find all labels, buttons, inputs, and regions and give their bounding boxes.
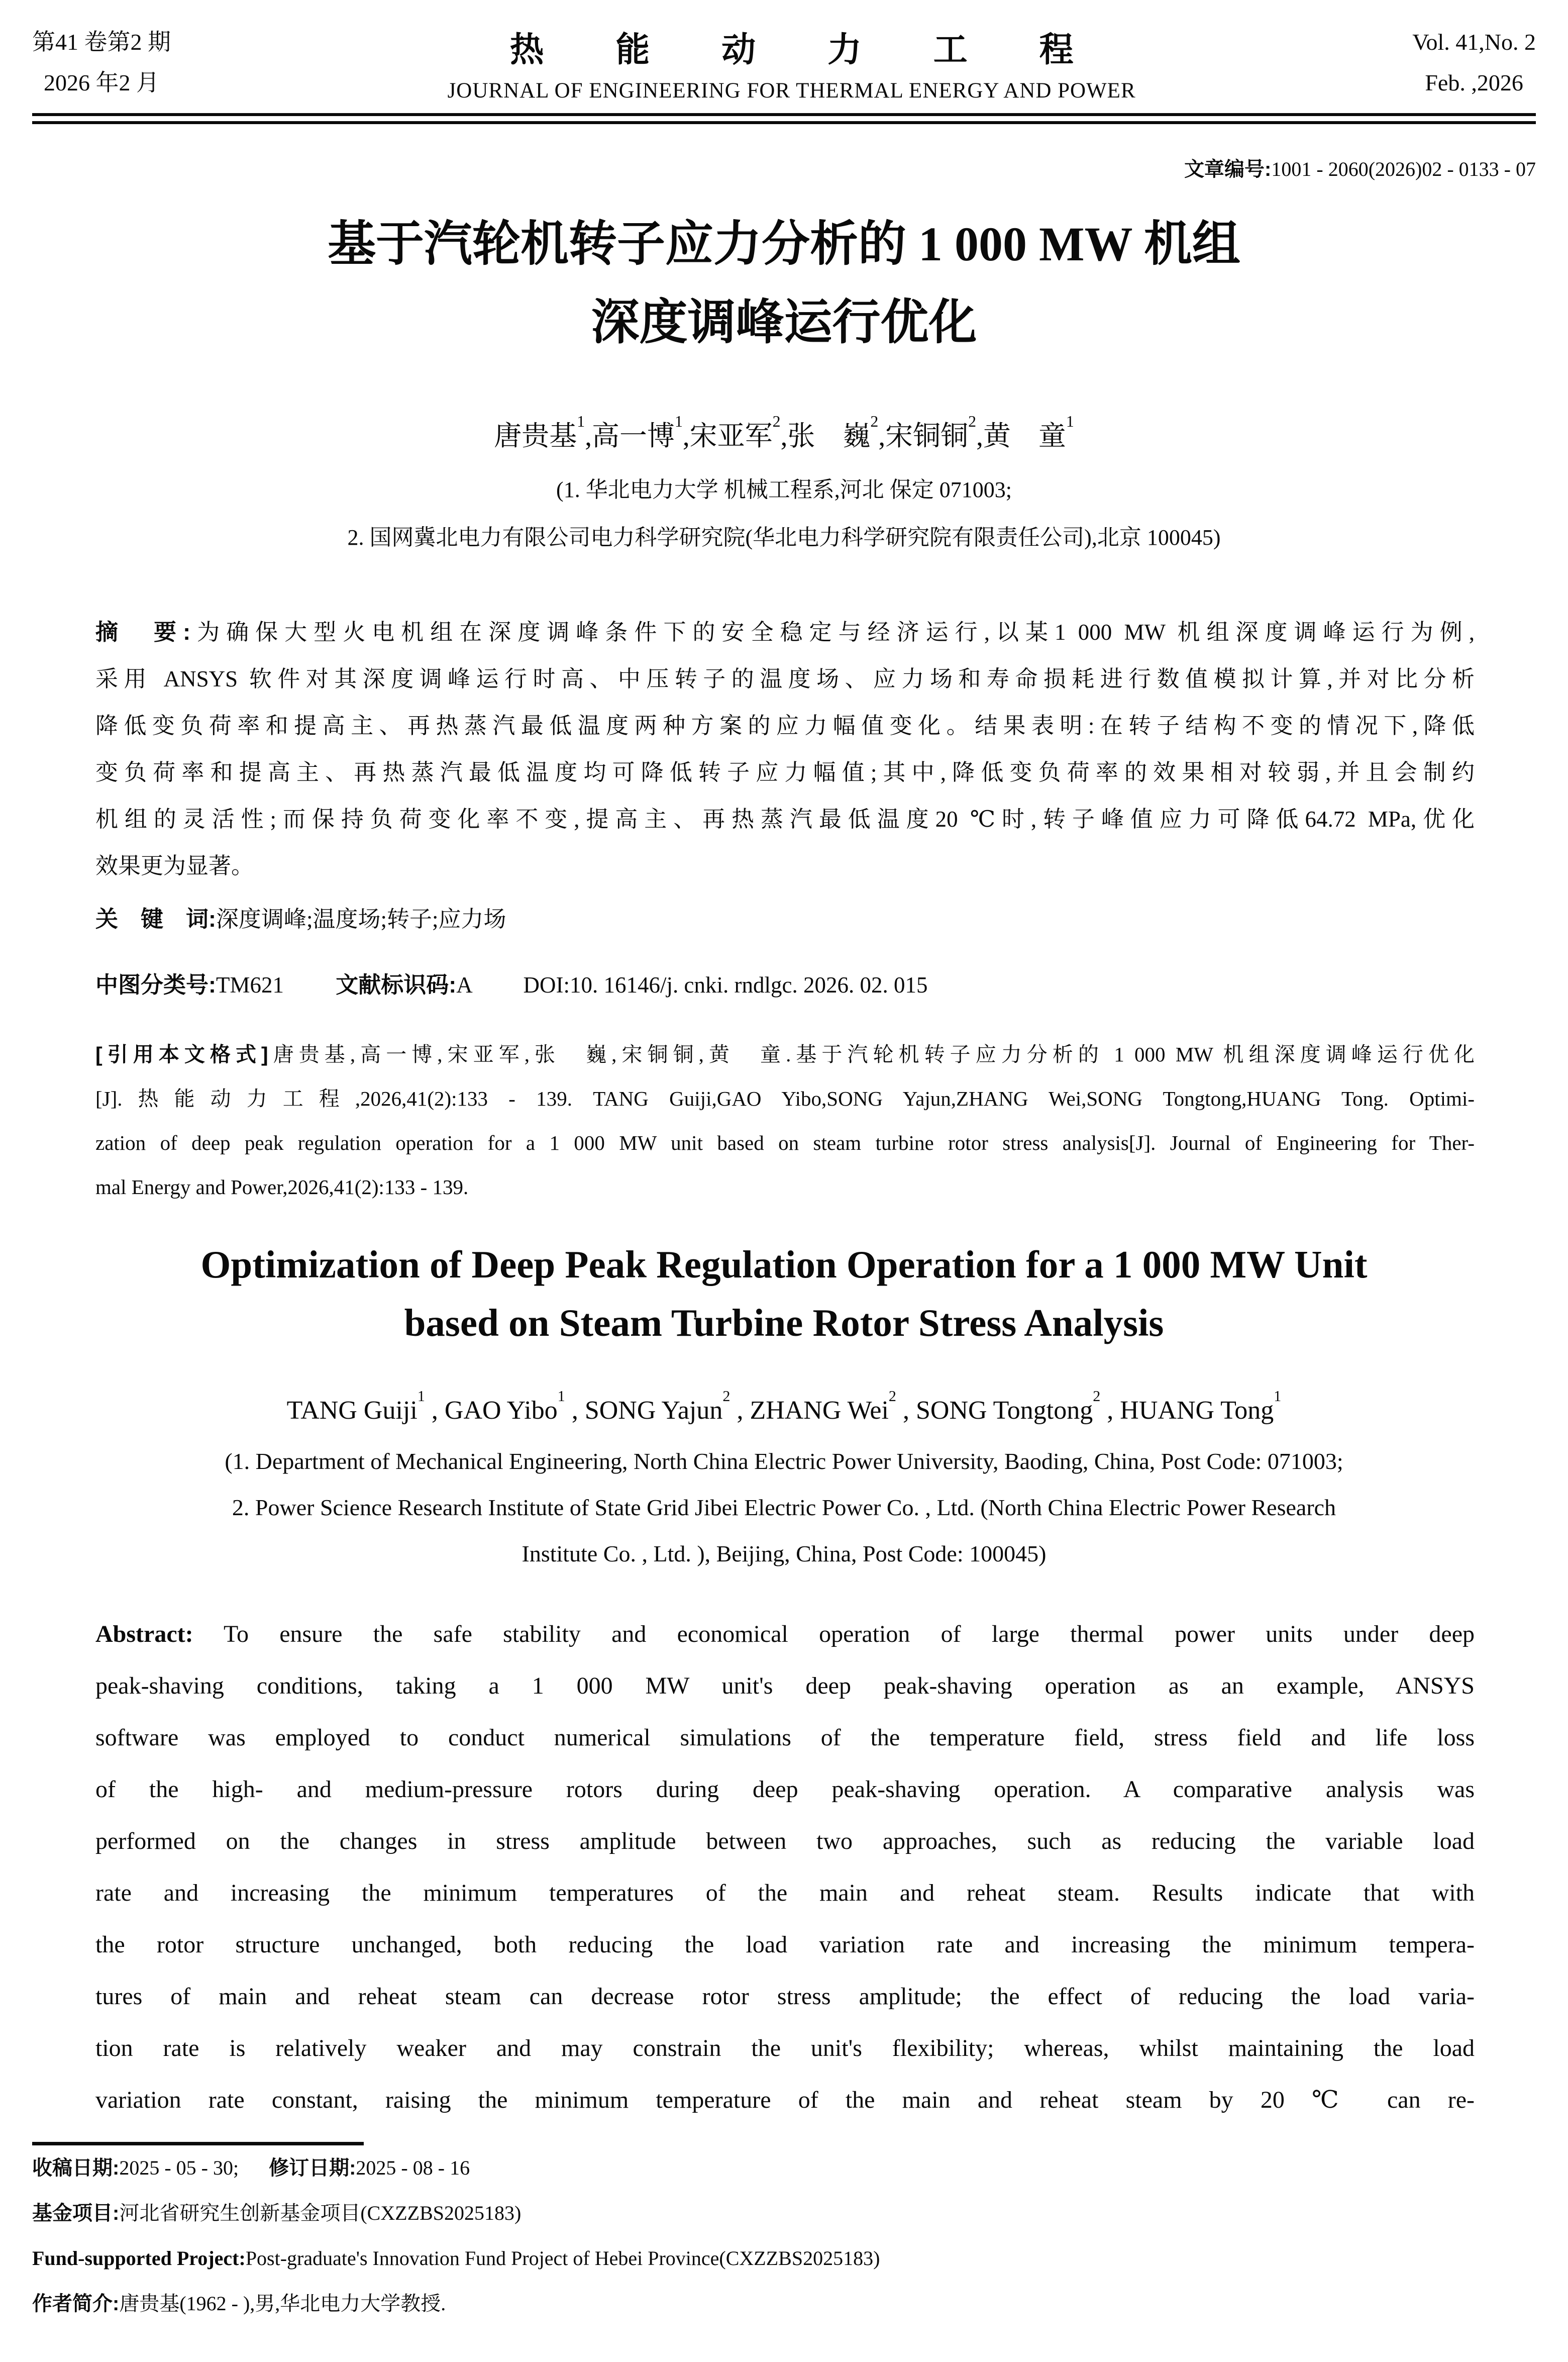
abstract-en-line: variation rate constant, raising the minimum temperature of the main and reheat steam by 20 ℃ can re-: [95, 2086, 1475, 2113]
affiliations-en: [32, 1438, 1536, 1577]
author-cn: 宋亚军$^2$,: [689, 413, 788, 452]
abstract-en: [95, 1608, 1475, 2126]
author-en: SONG Tongtong$^2$ ,: [916, 1387, 1120, 1425]
author-affil-sup: 2: [870, 413, 879, 431]
header-issue-block: [32, 22, 171, 103]
author-en: TANG Guiji$^1$ ,: [286, 1387, 445, 1425]
abstract-en-line: the rotor structure unchanged, both reducing the load variation rate and increasing the minimum tempera-: [95, 1931, 1475, 1958]
author-cn: 张 巍$^2$,: [787, 413, 886, 452]
paper-title-en-line1: Optimization of Deep Peak Regulation Operation for a 1 000 MW Unit: [200, 1243, 1368, 1287]
abstract-en-line: performed on the changes in stress amplitude between two approaches, such as reducing the variable load: [95, 1827, 1475, 1854]
classification-line: [95, 966, 1475, 999]
fund-en-label: Fund-supported Project:: [32, 2247, 246, 2270]
author-cn: 宋铜铜$^2$,: [885, 413, 983, 452]
header-journal-block: [171, 23, 1412, 103]
clc-label: 中图分类号:: [95, 972, 216, 998]
citation-line: zation of deep peak regulation operation for a 1 000 MW unit based on steam turbine rotor stress analysis[J]. Journal of Engineering for Ther-: [95, 1131, 1475, 1155]
fund-cn-label: 基金项目:: [32, 2202, 120, 2224]
doc-code-value: A: [456, 972, 472, 998]
header-volume-block: [1412, 22, 1536, 103]
abstract-cn: [95, 609, 1475, 890]
author-affil-sup: 1: [674, 413, 683, 431]
citation-line: [J].热能动力工程,2026,41(2):133 - 139. TANG Guiji,GAO Yibo,SONG Yajun,ZHANG Wei,SONG Tongtong,HUANG Tong. Optimi-: [95, 1087, 1475, 1111]
fund-cn-value: 河北省研究生创新基金项目(CXZZBS2025183): [119, 2202, 521, 2224]
paper-title-en-line2: based on Steam Turbine Rotor Stress Analysis: [404, 1301, 1164, 1345]
author-cn: 唐贵基$^1$,: [494, 413, 592, 452]
journal-name-cn: 热能动力工程: [509, 30, 1145, 69]
author-affil-sup: 1: [417, 1387, 425, 1405]
article-number-line: [32, 153, 1536, 182]
author-affil-sup: 2: [1093, 1387, 1101, 1405]
abstract-en-line: Abstract: To ensure the safe stability and economical operation of large thermal power units under deep: [95, 1620, 1475, 1647]
received-revised-line: [32, 2145, 1536, 2191]
abstract-cn-line: 采用 ANSYS 软件对其深度调峰运行时高、中压转子的温度场、应力场和寿命损耗进行数值模拟计算,并对比分析: [95, 666, 1475, 692]
affiliation-en-1: (1. Department of Mechanical Engineering, North China Electric Power University, Baoding, China, Post Code: 071003;: [225, 1448, 1343, 1474]
author-affil-sup: 1: [1274, 1387, 1282, 1405]
abstract-en-line: software was employed to conduct numerical simulations of the temperature field, stress field and life loss: [95, 1724, 1475, 1751]
issue-date-cn: 2026 年2 月: [44, 69, 159, 95]
author-en: GAO Yibo$^1$ ,: [444, 1387, 585, 1425]
author-bio-line: [32, 2281, 1536, 2326]
abstract-cn-label: 摘 要:: [95, 619, 191, 645]
paper-title-en: [32, 1235, 1536, 1352]
abstract-en-label: Abstract:: [95, 1620, 193, 1647]
abstract-en-line: tion rate is relatively weaker and may constrain the unit's flexibility; whereas, whilst maintaining the load: [95, 2034, 1475, 2061]
fund-cn-line: [32, 2191, 1536, 2236]
affiliations-cn: [32, 466, 1536, 561]
author-en: HUANG Tong$^1$: [1120, 1387, 1282, 1425]
author-cn: 黄 童$^1$: [983, 413, 1074, 452]
citation-line: mal Energy and Power,2026,41(2):133 - 139.: [95, 1175, 469, 1199]
author-bio-label: 作者简介:: [32, 2293, 120, 2315]
fund-en-value: Post-graduate's Innovation Fund Project of Hebei Province(CXZZBS2025183): [245, 2247, 880, 2270]
received-value: 2025 - 05 - 30;: [119, 2156, 239, 2179]
abstract-en-line: tures of main and reheat steam can decrease rotor stress amplitude; the effect of reducing the load varia-: [95, 1983, 1475, 2010]
paper-title-cn: [32, 205, 1536, 361]
author-affil-sup: 2: [888, 1387, 896, 1405]
author-bio-value: 唐贵基(1962 - ),男,华北电力大学教授.: [119, 2292, 446, 2315]
abstract-en-line: rate and increasing the minimum temperatures of the main and reheat steam. Results indicate that with: [95, 1879, 1475, 1906]
clc-value: TM621: [216, 972, 284, 998]
affiliation-cn-2: 2. 国网冀北电力有限公司电力科学研究院(华北电力科学研究院有限责任公司),北京 100045): [347, 525, 1221, 550]
abstract-cn-line: 效果更为显著。: [95, 853, 254, 879]
doi-label: DOI:: [523, 972, 570, 998]
keywords-line: [95, 901, 1475, 933]
abstract-cn-line: 变负荷率和提高主、再热蒸汽最低温度均可降低转子应力幅值;其中,降低变负荷率的效果相对较弱,并且会制约: [95, 760, 1475, 785]
citation-block: [95, 1032, 1475, 1209]
article-number-label: 文章编号:: [1184, 158, 1272, 180]
revised-value: 2025 - 08 - 16: [356, 2156, 470, 2179]
doi-value: 10. 16146/j. cnki. rndlgc. 2026. 02. 015: [570, 972, 928, 998]
affiliation-en-3: Institute Co. , Ltd. ), Beijing, China, Post Code: 100045): [521, 1540, 1047, 1566]
footnote-block: [32, 2142, 1536, 2326]
affiliation-en-2: 2. Power Science Research Institute of State Grid Jibei Electric Power Co. , Ltd. (North China Electric Power Research: [232, 1494, 1336, 1520]
journal-header: [32, 22, 1536, 103]
article-number-value: 1001 - 2060(2026)02 - 0133 - 07: [1271, 158, 1536, 180]
author-affil-sup: 2: [722, 1387, 730, 1405]
citation-line: [引用本文格式]唐贵基,高一博,宋亚军,张 巍,宋铜铜,黄 童.基于汽轮机转子应力分析的 1 000 MW 机组深度调峰运行优化: [95, 1043, 1475, 1066]
author-en: SONG Yajun$^2$ ,: [584, 1387, 750, 1425]
volume-number-en: Vol. 41,No. 2: [1412, 29, 1536, 55]
issue-date-en: Feb. ,2026: [1425, 69, 1523, 95]
author-affil-sup: 2: [772, 413, 781, 431]
authors-cn: [32, 414, 1536, 453]
author-en: ZHANG Wei$^2$ ,: [750, 1387, 916, 1425]
doc-code-label: 文献标识码:: [336, 972, 457, 998]
journal-name-en: JOURNAL OF ENGINEERING FOR THERMAL ENERGY AND POWER: [447, 78, 1136, 103]
abstract-en-line: of the high- and medium-pressure rotors during deep peak-shaving operation. A comparative analysis was: [95, 1776, 1475, 1803]
abstract-cn-line: 降低变负荷率和提高主、再热蒸汽最低温度两种方案的应力幅值变化。结果表明:在转子结构不变的情况下,降低: [95, 713, 1475, 739]
fund-en-line: [32, 2236, 1536, 2281]
abstract-en-line: peak-shaving conditions, taking a 1 000 MW unit's deep peak-shaving operation as an example, ANSYS: [95, 1672, 1475, 1699]
author-affil-sup: 1: [557, 1387, 565, 1405]
author-cn: 高一博$^1$,: [591, 413, 690, 452]
paper-title-cn-line1: 基于汽轮机转子应力分析的 1 000 MW 机组: [328, 217, 1240, 271]
affiliation-cn-1: (1. 华北电力大学 机械工程系,河北 保定 071003;: [556, 477, 1012, 503]
received-label: 收稿日期:: [32, 2157, 120, 2179]
footnote-rule: [32, 2142, 364, 2145]
paper-title-cn-line2: 深度调峰运行优化: [591, 295, 977, 349]
authors-en: [32, 1387, 1536, 1425]
header-double-rule: [32, 113, 1536, 124]
author-affil-sup: 1: [1066, 413, 1074, 431]
author-affil-sup: 1: [577, 413, 585, 431]
abstract-cn-line: 机组的灵活性;而保持负荷变化率不变,提高主、再热蒸汽最低温度20 ℃时,转子峰值应力可降低64.72 MPa,优化: [95, 807, 1475, 832]
citation-label: [引用本文格式]: [95, 1043, 268, 1066]
keywords-label: 关 键 词:: [95, 906, 216, 932]
revised-label: 修订日期:: [269, 2157, 356, 2179]
abstract-cn-line: 摘 要:为确保大型火电机组在深度调峰条件下的安全稳定与经济运行,以某1 000 MW 机组深度调峰运行为例,: [95, 619, 1475, 645]
issue-number-cn: 第41 卷第2 期: [32, 29, 171, 55]
keywords-value: 深度调峰;温度场;转子;应力场: [216, 907, 506, 932]
author-affil-sup: 2: [968, 413, 977, 431]
